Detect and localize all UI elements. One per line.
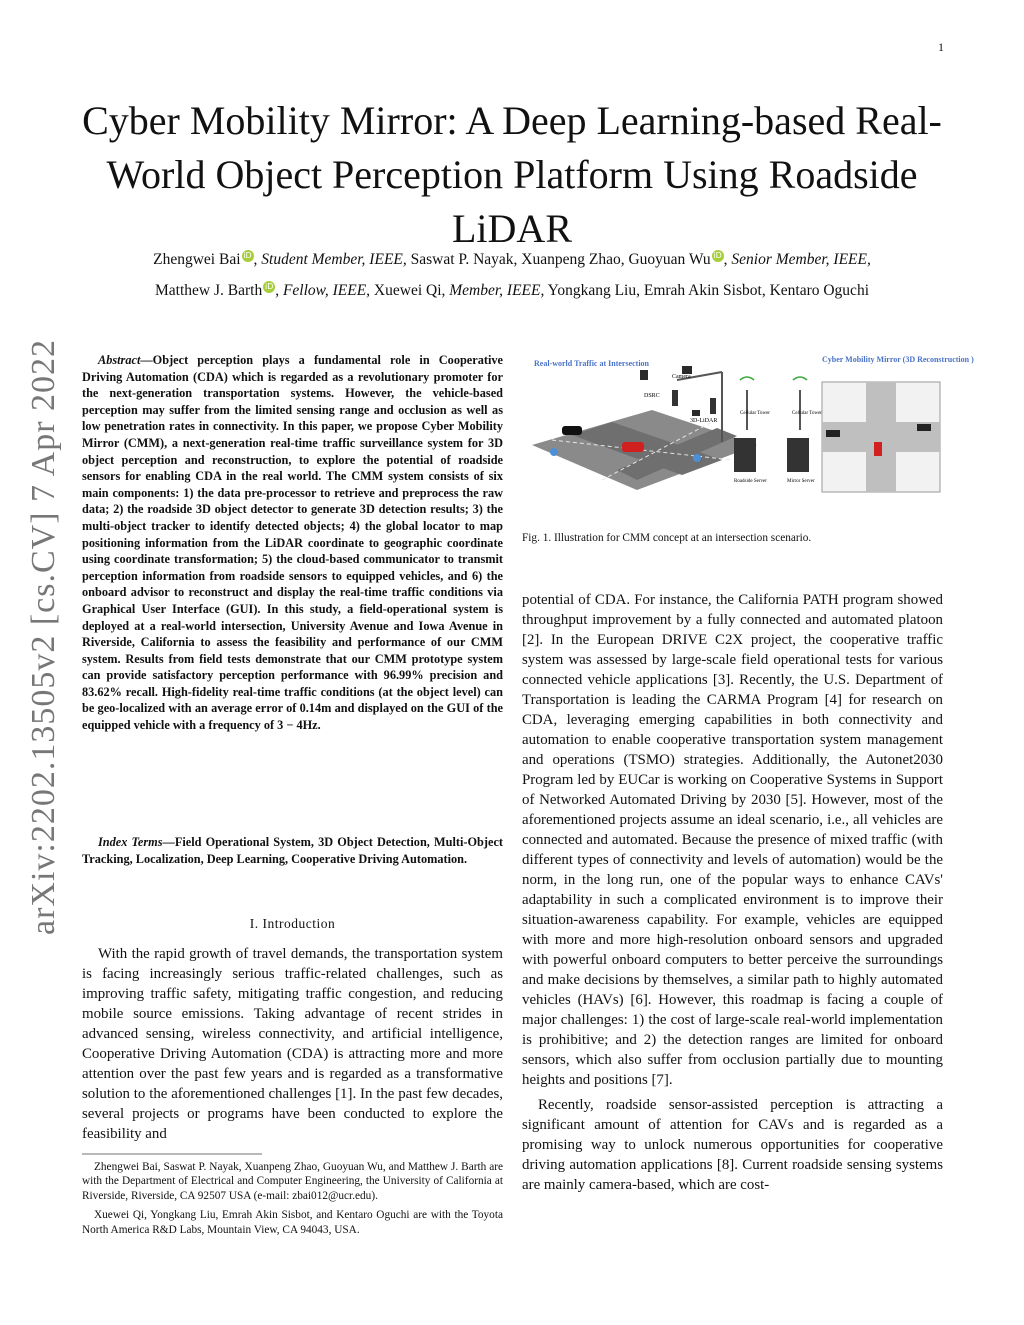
red-car [622, 442, 644, 452]
figure-server-label: Mirror Server [787, 479, 815, 484]
figure-camera-label: Camera [672, 374, 691, 380]
abstract-text: —Object perception plays a fundamental role in Cooperative Driving Automation (CDA) which is regarded as a revolutionary promoter for the next-generation transportation systems. However, the vehicle-based perception may suffer from the limited sensing range and occlusion as well as low penetration rates in connectivity. In this paper, we propose Cyber Mobility Mirror (CMM), a next-generation real-time traffic surveillance system for 3D object perception and reconstruction, to explore the potential of roadside sensors for enabling CDA in the real world. The CMM system consists of six main components: 1) the data pre-processor to retrieve and preprocess the raw data; 2) the roadside 3D object detector to generate 3D detection results; 3) the multi-object tracker to identify detected objects; 4) the global locator to map positioning information from the LiDAR coordinate to geographic coordinate using coordinate transformation; 5) the cloud-based communicator to transmit perception information from roadside sensors to equipped vehicles, and 6) the onboard advisor to reconstruct and display the real-time traffic conditions via Graphical User Interface (GUI). In this study, a field-operational system is deployed at a real-world intersection, University Avenue and Iowa Avenue in Riverside, California to assess the feasibility and performance of our CMM system. Results from field tests demonstrate that our CMM prototype system can provide satisfactory perception performance with 96.99% precision and 83.62% recall. High-fidelity real-time traffic conditions (at the object level) can be geo-localized with an average error of 0.14m and displayed on the GUI of the equipped vehicle with a frequency of 3 − 4Hz. [82, 353, 503, 733]
index-terms [82, 834, 503, 867]
figure-tower-label: Cellular Tower [740, 411, 770, 416]
black-car [562, 426, 582, 435]
traffic-light-icon [710, 398, 716, 414]
page-number: 1 [938, 40, 944, 54]
figure-tower-label: Cellular Tower [792, 411, 822, 416]
separator: , [723, 251, 732, 268]
member-grade: Student Member, IEEE, [261, 251, 407, 268]
reconstructed-car [874, 442, 882, 456]
mirror-server-icon [787, 438, 809, 472]
camera-icon [682, 366, 692, 374]
lidar-icon [692, 410, 700, 416]
footnote-affiliation-toyota: Xuewei Qi, Yongkang Liu, Emrah Akin Sisbot, and Kentaro Oguchi are with the Toyota North America R&D Labs, Mountain View, CA 94043, USA. [82, 1209, 503, 1236]
member-grade: Member, IEEE, [449, 282, 545, 299]
author-name: Matthew J. Barth [155, 282, 263, 299]
author-names: Saswat P. Nayak, Xuanpeng Zhao, Guoyuan Wu [406, 251, 711, 268]
intro-paragraph: With the rapid growth of travel demands, the transportation system is facing increasingly serious traffic-related challenges, such as improving traffic safety, mitigating traffic congestion, and reducing mobile source emissions. Taking advantage of recent strides in advanced sensing, wireless connectivity, and artificial intelligence, Cooperative Driving Automation (CDA) is attracting more and more attention over the past few years and is regarded as a transformative solution to the aforementioned challenges [1]. In the past few decades, several projects or programs have been conducted to explore the feasibility and [82, 946, 503, 1142]
figure-lidar-label: 3D-LiDAR [690, 418, 718, 424]
abstract-lead: Abstract [98, 353, 141, 367]
roadside-server-icon [734, 438, 756, 472]
separator: , [253, 251, 262, 268]
abstract [82, 352, 503, 734]
footnote-rule [82, 1153, 262, 1155]
paragraph-roadside-perception: Recently, roadside sensor-assisted perception is attracting a significant amount of attention for CAVs and is regarded as a promising way to unlock numerous opportunities for cooperative driving automation applications [8]. Current roadside sensing systems are mainly camera-based, which are cost- [522, 1097, 943, 1193]
infrastructure [734, 377, 809, 472]
author-list [80, 244, 944, 306]
orcid-icon[interactable]: iD [265, 282, 274, 291]
orcid-icon[interactable]: iD [713, 251, 722, 260]
figure-1-illustration [522, 350, 974, 500]
author-name: Zhengwei Bai [153, 251, 241, 268]
figure-server-label: Roadside Server [734, 479, 767, 484]
arxiv-stamp[interactable]: arXiv:2202.13505v2 [cs.CV] 7 Apr 2022 [25, 338, 62, 935]
pedestrian [693, 454, 701, 462]
index-terms-lead: Index Terms [98, 835, 163, 849]
member-grade: Senior Member, IEEE, [731, 251, 871, 268]
figure-label-left: Real-world Traffic at Intersection [534, 359, 650, 368]
traffic-light-icon [672, 390, 678, 406]
intersection-scene [532, 366, 757, 490]
figure-caption: Fig. 1. Illustration for CMM concept at an intersection scenario. [522, 532, 812, 544]
member-grade: Fellow, IEEE, [282, 282, 371, 299]
pedestrian [550, 448, 558, 456]
orcid-icon[interactable]: iD [243, 251, 252, 260]
dsrc-antenna-icon [640, 370, 648, 380]
reconstructed-car [917, 424, 931, 431]
author-line-2 [80, 275, 944, 306]
separator: , [275, 282, 283, 299]
cmm-reconstruction [822, 382, 940, 492]
figure-dsrc-label: DSRC [644, 393, 660, 399]
reconstructed-car [826, 430, 840, 437]
author-line-1 [80, 244, 944, 275]
footnotes [82, 1160, 503, 1242]
figure-label-right: Cyber Mobility Mirror (3D Reconstruction ) [822, 355, 974, 364]
author-names: Xuewei Qi, [370, 282, 450, 299]
section-heading: I. Introduction [249, 916, 336, 931]
paper-title: Cyber Mobility Mirror: A Deep Learning-based Real-World Object Perception Platform Using Roadside LiDAR [82, 98, 942, 251]
paragraph-cda-projects: potential of CDA. For instance, the California PATH program showed throughput improvement by a fully connected and automated platoon [2]. In the European DRIVE C2X project, the cooperative traffic system was assessed by large-scale field operational tests for various connected vehicle applications [3]. Recently, the U.S. Department of Transportation is leading the CARMA Program [4] for research on CDA, leveraging emerging capabilities in both connectivity and automation to enable cooperative transportation system management and operations (TSMO) strategies. Additionally, the Autonet2030 Program led by EUCar is working on Cooperative Systems in Support of Networked Automated Driving by 2030 [5]. However, most of the aforementioned projects assume an ideal scenario, i.e., all vehicles are connected and automated. Because the presence of mixed traffic (with different types of connectivity and levels of automation) would be the norm, in the long run, one of the popular ways to enhance CAVs' adaptability in such a complicated environment is to improve their situation-awareness capability. For example, vehicles are equipped with more and more high-resolution onboard sensors and upgraded with powerful onboard computers to better perceive the surroundings and make decisions by themselves, a similar path to highly automated vehicles (HAVs) [6]. However, this roadmap is facing a couple of major challenges: 1) the cost of large-scale real-world implementation is prohibitive; and 2) the detection ranges are limited for onboard sensors, which also suffer from occlusion partially due to mounting heights and positions [7]. [522, 592, 943, 1088]
author-names: Yongkang Liu, Emrah Akin Sisbot, Kentaro Oguchi [544, 282, 869, 299]
index-terms-text: —Field Operational System, 3D Object Detection, Multi-Object Tracking, Localization, Deep Learning, Cooperative Driving Automation. [82, 835, 503, 866]
right-column-body [522, 590, 943, 1200]
footnote-affiliation-ucr: Zhengwei Bai, Saswat P. Nayak, Xuanpeng Zhao, Guoyuan Wu, and Matthew J. Barth are with the Department of Electrical and Computer Engineering, the University of California at Riverside, Riverside, CA 92507 USA (e-mail: zbai012@ucr.edu). [82, 1161, 503, 1202]
